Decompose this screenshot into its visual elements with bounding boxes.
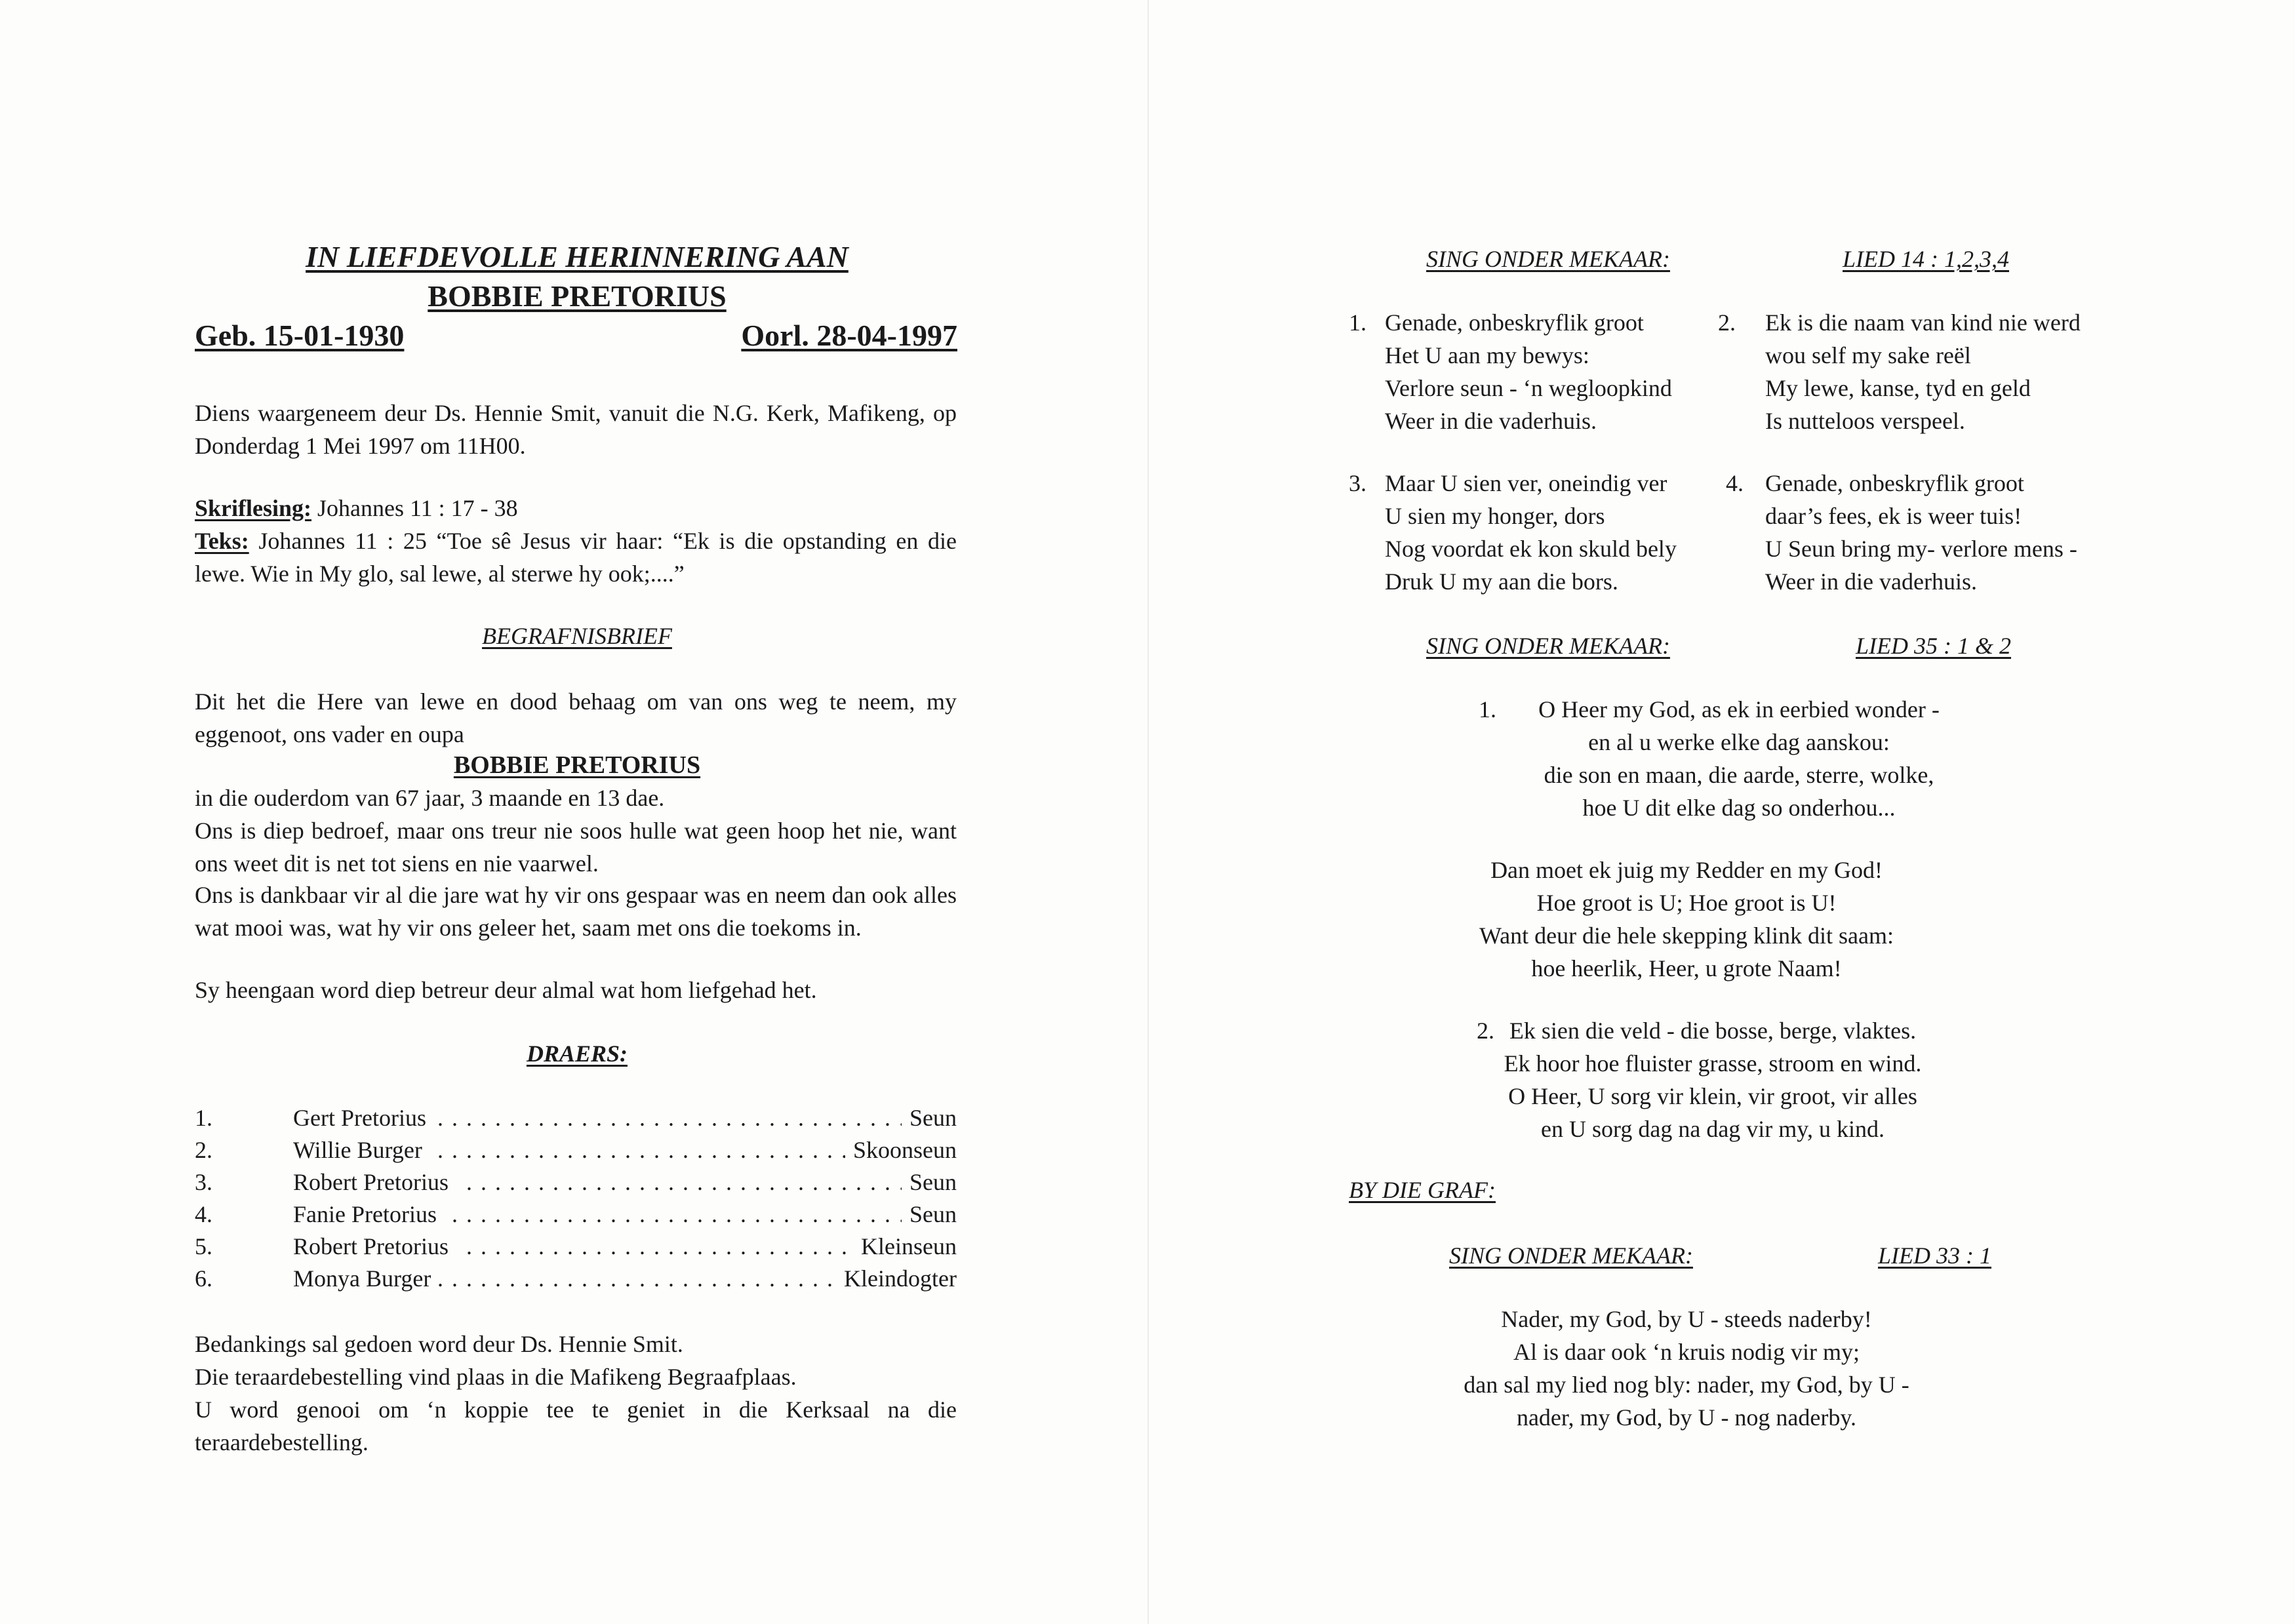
hymn-line: O Heer my God, as ek in eerbied wonder - (1538, 696, 1940, 723)
letter-paragraph-2: Ons is dankbaar vir al die jare wat hy vir ons gespaar was en neem dan ook alles wat mooi was, wat hy vir ons geleer het, saam met ons die toekoms in. (195, 882, 957, 941)
hymn-line: U Seun bring my- verlore mens - (1765, 536, 2077, 562)
hymn-line: Weer in die vaderhuis. (1765, 568, 1977, 595)
bearer-number: 5. (195, 1233, 212, 1259)
bearer-number: 4. (195, 1201, 212, 1227)
hymn-33 (1437, 1303, 1936, 1434)
sing-label-3: SING ONDER MEKAAR: (1449, 1242, 1693, 1269)
scripture-label: Skriflesing: (195, 495, 312, 521)
hymn-line: Het U aan my bewys: (1385, 342, 1589, 368)
memorial-heading: IN LIEFDEVOLLE HERINNERING AAN (306, 240, 848, 273)
hymn14-verse (1385, 306, 1672, 437)
hymn-line: Nog voordat ek kon skuld bely (1385, 536, 1677, 562)
bearer-relation: Kleindogter (836, 1262, 957, 1295)
hymn-line: Want deur die hele skepping klink dit saam: (1479, 922, 1894, 949)
letter-intro: Dit het die Here van lewe en dood behaag om van ons weg te neem, my eggenoot, ons vader en oupa (195, 688, 957, 747)
hymn14-verse (1385, 467, 1677, 598)
bearer-name: Fanie Pretorius (293, 1201, 445, 1227)
hymn35-verse-2-number: 2. (1477, 1018, 1494, 1044)
closing-burial: Die teraardebestelling vind plaas in die Mafikeng Begraafplaas. (195, 1364, 797, 1390)
hymn-line: en U sorg dag na dag vir my, u kind. (1541, 1116, 1885, 1142)
hymn-line: Al is daar ook ‘n kruis nodig vir my; (1513, 1339, 1860, 1365)
hymn35-verse-1 (1516, 693, 1962, 824)
letter-paragraph-1: Ons is diep bedroef, maar ons treur nie soos hulle wat geen hoop het nie, want ons weet dit is net tot siens en nie vaarwel. (195, 818, 957, 877)
bearer-relation: Seun (902, 1166, 957, 1198)
bearer-dot-leader (293, 1101, 957, 1134)
hymn-line: O Heer, U sorg vir klein, vir groot, vir alles (1508, 1083, 1917, 1109)
bearer-row (195, 1230, 957, 1263)
hymn14-verse (1765, 306, 2081, 437)
text-value: Johannes 11 : 25 “Toe sê Jesus vir haar: “Ek is die opstanding en die lewe. Wie in My glo, sal lewe, al sterwe hy ook;....” (195, 528, 957, 587)
hymn35-chorus (1437, 854, 1936, 985)
hymn-line: Nader, my God, by U - steeds naderby! (1501, 1306, 1872, 1332)
bearer-relation: Seun (902, 1198, 957, 1231)
hymn-line: Verlore seun - ‘n wegloopkind (1385, 375, 1672, 401)
sing-label-2: SING ONDER MEKAAR: (1426, 633, 1670, 659)
service-details: Diens waargeneem deur Ds. Hennie Smit, vanuit die N.G. Kerk, Mafikeng, op Donderdag 1 Mei 1997 om 11H00. (195, 400, 957, 459)
hymn-line: Genade, onbeskryflik groot (1765, 470, 2024, 496)
bearer-row (195, 1198, 957, 1231)
bearer-name: Monya Burger (293, 1265, 439, 1292)
hymn35-verse-1-number: 1. (1479, 696, 1496, 723)
bearer-number: 1. (195, 1105, 212, 1131)
bearer-relation: Kleinseun (853, 1230, 957, 1263)
hymn-line: Ek hoor hoe fluister grasse, stroom en wind. (1504, 1050, 1922, 1077)
bearer-number: 3. (195, 1169, 212, 1195)
hymn-line: Is nutteloos verspeel. (1765, 408, 1965, 434)
hymn14-verse (1765, 467, 2077, 598)
hymn-line: Genade, onbeskryflik groot (1385, 309, 1644, 336)
hymn-line: Maar U sien ver, oneindig ver (1385, 470, 1667, 496)
text-label: Teks: (195, 528, 249, 554)
scripture-value: Johannes 11 : 17 - 38 (311, 495, 518, 521)
death-date: Oorl. 28-04-1997 (741, 319, 957, 352)
hymn14-verse-number: 4. (1726, 470, 1744, 496)
hymn-line: daar’s fees, ek is weer tuis! (1765, 503, 2022, 529)
right-page (1149, 0, 2295, 1624)
sermon-text (195, 525, 957, 590)
hymn-ref-3: LIED 33 : 1 (1878, 1242, 1991, 1269)
bearer-name: Robert Pretorius (293, 1233, 456, 1259)
bearer-number: 2. (195, 1137, 212, 1163)
bearers-heading: DRAERS: (526, 1040, 628, 1067)
hymn-line: dan sal my lied nog bly: nader, my God, by U - (1464, 1372, 1909, 1398)
hymn-line: U sien my honger, dors (1385, 503, 1605, 529)
hymn-line: Ek is die naam van kind nie werd (1765, 309, 2081, 336)
hymn-ref-1: LIED 14 : 1,2,3,4 (1843, 246, 2009, 272)
letter-age: in die ouderdom van 67 jaar, 3 maande en 13 dae. (195, 785, 665, 811)
bearer-name: Gert Pretorius (293, 1105, 434, 1131)
hymn-line: hoe heerlik, Heer, u grote Naam! (1531, 955, 1842, 981)
bearer-dot-leader (293, 1198, 957, 1231)
hymn-line: Ek sien die veld - die bosse, berge, vlaktes. (1509, 1018, 1917, 1044)
bearer-number: 6. (195, 1265, 212, 1292)
closing-thanks: Bedankings sal gedoen word deur Ds. Hennie Smit. (195, 1331, 683, 1357)
hymn-line: Dan moet ek juig my Redder en my God! (1490, 857, 1883, 883)
hymn-line: My lewe, kanse, tyd en geld (1765, 375, 2031, 401)
letter-name: BOBBIE PRETORIUS (453, 751, 701, 779)
hymn14-verse-number: 3. (1349, 470, 1367, 496)
hymn-line: Druk U my aan die bors. (1385, 568, 1618, 595)
bearer-dot-leader (293, 1166, 957, 1198)
hymn-line: wou self my sake reël (1765, 342, 1971, 368)
hymn14-verse-number: 2. (1718, 309, 1736, 336)
hymn-line: Weer in die vaderhuis. (1385, 408, 1597, 434)
hymn-line: Hoe groot is U; Hoe groot is U! (1536, 890, 1837, 916)
bearer-row (195, 1166, 957, 1198)
bearer-name: Willie Burger (293, 1137, 430, 1163)
hymn-line: nader, my God, by U - nog naderby. (1516, 1404, 1857, 1431)
bearer-row (195, 1101, 957, 1134)
funeral-letter-heading: BEGRAFNISBRIEF (482, 623, 672, 649)
bearer-row (195, 1262, 957, 1295)
hymn-ref-2: LIED 35 : 1 & 2 (1856, 633, 2011, 659)
sing-label-1: SING ONDER MEKAAR: (1426, 246, 1670, 272)
bearer-relation: Skoonseun (845, 1134, 957, 1166)
bearer-row (195, 1134, 957, 1166)
hymn-line: die son en maan, die aarde, sterre, wolke, (1544, 762, 1934, 788)
birth-date: Geb. 15-01-1930 (195, 319, 405, 352)
hymn35-verse-2 (1464, 1014, 1962, 1145)
hymn14-verse-number: 1. (1349, 309, 1367, 336)
letter-paragraph-3: Sy heengaan word diep betreur deur almal wat hom liefgehad het. (195, 977, 817, 1003)
grave-heading: BY DIE GRAF: (1349, 1177, 1496, 1203)
hymn-line: en al u werke elke dag aanskou: (1588, 729, 1890, 755)
closing-tea: U word genooi om ‘n koppie tee te geniet in die Kerksaal na die teraardebestelling. (195, 1396, 957, 1456)
bearer-name: Robert Pretorius (293, 1169, 456, 1195)
bearer-relation: Seun (902, 1101, 957, 1134)
deceased-name: BOBBIE PRETORIUS (428, 279, 727, 313)
hymn-line: hoe U dit elke dag so onderhou... (1582, 795, 1896, 821)
scripture-reading (195, 492, 957, 525)
